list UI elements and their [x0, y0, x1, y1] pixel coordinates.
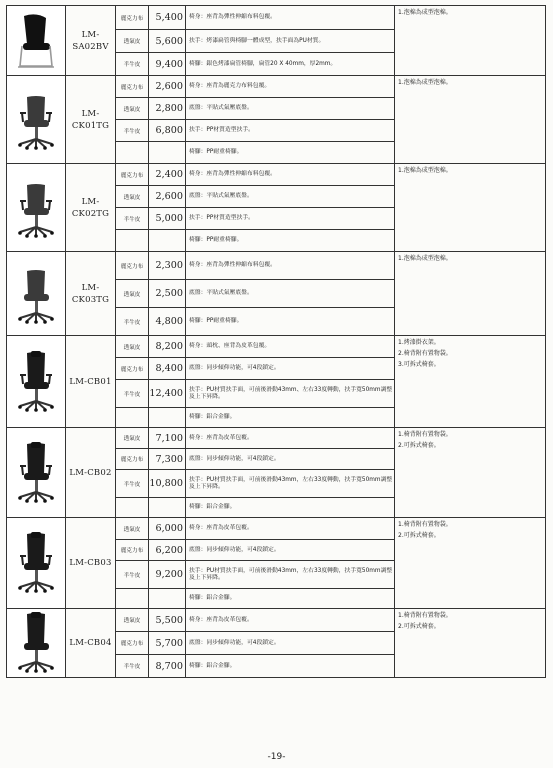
price-value: 12,400 — [149, 380, 186, 408]
material-label: 麗克力布 — [116, 540, 149, 561]
note-item: 1.椅背附有置物袋。 — [398, 612, 452, 619]
product-image-cell — [7, 252, 66, 336]
price-value — [149, 230, 186, 252]
price-value: 8,200 — [149, 336, 186, 358]
price-value: 5,600 — [149, 30, 186, 53]
price-value: 2,300 — [149, 252, 186, 280]
model-number: LM-CB03 — [66, 518, 116, 609]
note-item: 2.可拆式椅套。 — [398, 442, 440, 449]
price-value: 6,800 — [149, 120, 186, 142]
price-value — [149, 142, 186, 164]
price-value: 7,100 — [149, 428, 186, 449]
notes-cell — [395, 518, 546, 609]
product-image-cell — [7, 164, 66, 252]
notes-cell — [395, 609, 546, 678]
product-row — [7, 6, 546, 30]
page-number: -19- — [267, 752, 286, 762]
note-item: 1.泡棉為成型泡棉。 — [398, 255, 452, 262]
model-number: LM-CB02 — [66, 428, 116, 518]
spec-text: 扶手：PU材質扶手面，可前後滑動43mm，左右33度轉動，扶手寬50mm調整及上下昇降。 — [186, 561, 395, 589]
model-number: LM-CK03TG — [66, 252, 116, 336]
model-number: LM-CK01TG — [66, 76, 116, 164]
armless-chair-icon — [7, 263, 65, 325]
material-label: 半牛皮 — [116, 53, 149, 76]
product-image-cell — [7, 518, 66, 609]
material-label: 麗克力布 — [116, 449, 149, 470]
spec-text: 椅腳：PP耐重椅腳。 — [186, 142, 395, 164]
office-chair-icon — [7, 177, 65, 239]
material-label: 透氣皮 — [116, 30, 149, 53]
product-row — [7, 164, 546, 186]
material-label: 透氣皮 — [116, 609, 149, 632]
spec-text: 椅身：座背為彈性伸縮布料包覆。 — [186, 6, 395, 30]
spec-text: 扶手：PP材質造型扶手。 — [186, 120, 395, 142]
price-value: 6,200 — [149, 540, 186, 561]
product-image-cell — [7, 609, 66, 678]
spec-text: 扶手：PP材質造型扶手。 — [186, 208, 395, 230]
spec-text: 椅身：座背為皮革包覆。 — [186, 428, 395, 449]
spec-text: 扶手：PU材質扶手面，可前後滑動43mm、左右33度轉動，扶手寬50mm調整及上下昇降。 — [186, 380, 395, 408]
material-label — [116, 589, 149, 609]
product-row — [7, 609, 546, 632]
notes-cell — [395, 164, 546, 252]
material-label: 麗克力布 — [116, 6, 149, 30]
product-row — [7, 76, 546, 98]
spec-text: 椅身：頭枕、座背為皮革包覆。 — [186, 336, 395, 358]
material-label — [116, 498, 149, 518]
material-label: 透氣皮 — [116, 186, 149, 208]
spec-text: 椅身：座背為麗克力布料包覆。 — [186, 76, 395, 98]
price-value: 9,200 — [149, 561, 186, 589]
note-item: 1.烤漆掛衣架。 — [398, 339, 440, 346]
spec-text: 椅腳：PP耐重椅腳。 — [186, 308, 395, 336]
material-label: 半牛皮 — [116, 655, 149, 678]
material-label: 半牛皮 — [116, 561, 149, 589]
spec-text: 底盤：平貼式氣壓底盤。 — [186, 280, 395, 308]
note-item: 2.可拆式椅套。 — [398, 623, 440, 630]
model-number: LM-SA02BV — [66, 6, 116, 76]
material-label — [116, 230, 149, 252]
price-value: 2,400 — [149, 164, 186, 186]
note-item: 3.可拆式椅套。 — [398, 361, 440, 368]
spec-text: 椅身：座背為皮革包覆。 — [186, 609, 395, 632]
model-number: LM-CK02TG — [66, 164, 116, 252]
price-value — [149, 589, 186, 609]
material-label: 麗克力布 — [116, 76, 149, 98]
note-item: 2.椅背附有置物袋。 — [398, 350, 452, 357]
spec-text: 底盤：同步傾仰功能，可4段鎖定。 — [186, 358, 395, 380]
material-label: 麗克力布 — [116, 632, 149, 655]
price-value: 5,700 — [149, 632, 186, 655]
spec-text: 底盤：平貼式氣壓底盤。 — [186, 186, 395, 208]
spec-text: 椅腳：鋁合金腳。 — [186, 589, 395, 609]
notes-cell — [395, 252, 546, 336]
spec-text: 底盤：同步傾仰功能，可4段鎖定。 — [186, 632, 395, 655]
note-item: 1.椅背附有置物袋。 — [398, 521, 452, 528]
price-value: 8,400 — [149, 358, 186, 380]
product-catalog-table — [6, 5, 546, 678]
price-value — [149, 498, 186, 518]
material-label: 麗克力布 — [116, 252, 149, 280]
spec-text: 椅腳：鋁合金腳。 — [186, 408, 395, 428]
price-value: 7,300 — [149, 449, 186, 470]
note-item: 1.泡棉為成型泡棉。 — [398, 9, 452, 16]
note-item: 1.椅背附有置物袋。 — [398, 431, 452, 438]
spec-text: 扶手：PU材質扶手面，可前後滑動43mm，左右33度轉動，扶手寬50mm調整及上下昇降。 — [186, 470, 395, 498]
price-value: 2,600 — [149, 76, 186, 98]
notes-cell — [395, 76, 546, 164]
price-value: 2,600 — [149, 186, 186, 208]
model-number: LM-CB01 — [66, 336, 116, 428]
office-chair-icon — [7, 89, 65, 151]
product-row — [7, 428, 546, 449]
spec-text: 椅腳：銀色烤漆扁管椅腳，扁管20 X 40mm，厚2mm。 — [186, 53, 395, 76]
material-label: 透氣皮 — [116, 280, 149, 308]
material-label: 半牛皮 — [116, 308, 149, 336]
executive-chair-icon — [7, 442, 65, 504]
executive-chair-icon — [7, 532, 65, 594]
spec-text: 底盤：同步傾仰功能，可4段鎖定。 — [186, 540, 395, 561]
price-value: 9,400 — [149, 53, 186, 76]
spec-text: 椅身：座背為彈性伸縮布料包覆。 — [186, 252, 395, 280]
spec-text: 椅身：座背為彈性伸縮布料包覆。 — [186, 164, 395, 186]
spec-text: 底盤：平貼式氣壓底盤。 — [186, 98, 395, 120]
chair-sled-base-icon — [7, 10, 65, 72]
notes-cell — [395, 336, 546, 428]
note-item: 1.泡棉為成型泡棉。 — [398, 167, 452, 174]
material-label: 透氣皮 — [116, 518, 149, 540]
price-value: 2,800 — [149, 98, 186, 120]
material-label: 麗克力布 — [116, 358, 149, 380]
product-image-cell — [7, 428, 66, 518]
spec-text: 椅身：座背為皮革包覆。 — [186, 518, 395, 540]
product-row — [7, 518, 546, 540]
model-number: LM-CB04 — [66, 609, 116, 678]
spec-text: 底盤：同步傾仰功能，可4段鎖定。 — [186, 449, 395, 470]
armless-executive-chair-icon — [7, 612, 65, 674]
product-image-cell — [7, 6, 66, 76]
material-label: 半牛皮 — [116, 208, 149, 230]
product-row — [7, 336, 546, 358]
material-label: 半牛皮 — [116, 120, 149, 142]
executive-chair-icon — [7, 351, 65, 413]
material-label: 透氣皮 — [116, 336, 149, 358]
spec-text: 椅腳：鋁合金腳。 — [186, 655, 395, 678]
spec-text: 椅腳：鋁合金腳。 — [186, 498, 395, 518]
price-value — [149, 408, 186, 428]
material-label: 透氣皮 — [116, 428, 149, 449]
price-value: 10,800 — [149, 470, 186, 498]
material-label — [116, 142, 149, 164]
price-value: 6,000 — [149, 518, 186, 540]
material-label: 半牛皮 — [116, 470, 149, 498]
price-value: 2,500 — [149, 280, 186, 308]
product-row — [7, 252, 546, 280]
price-value: 5,500 — [149, 609, 186, 632]
material-label: 麗克力布 — [116, 164, 149, 186]
price-value: 8,700 — [149, 655, 186, 678]
product-image-cell — [7, 76, 66, 164]
material-label — [116, 408, 149, 428]
notes-cell — [395, 428, 546, 518]
spec-text: 扶手：烤漆扁管與椅腳一體成型，扶手面為PU材質。 — [186, 30, 395, 53]
note-item: 1.泡棉為成型泡棉。 — [398, 79, 452, 86]
note-item: 2.可拆式椅套。 — [398, 532, 440, 539]
price-value: 5,400 — [149, 6, 186, 30]
notes-cell — [395, 6, 546, 76]
material-label: 透氣皮 — [116, 98, 149, 120]
product-image-cell — [7, 336, 66, 428]
spec-text: 椅腳：PP耐重椅腳。 — [186, 230, 395, 252]
price-value: 4,800 — [149, 308, 186, 336]
price-value: 5,000 — [149, 208, 186, 230]
material-label: 半牛皮 — [116, 380, 149, 408]
